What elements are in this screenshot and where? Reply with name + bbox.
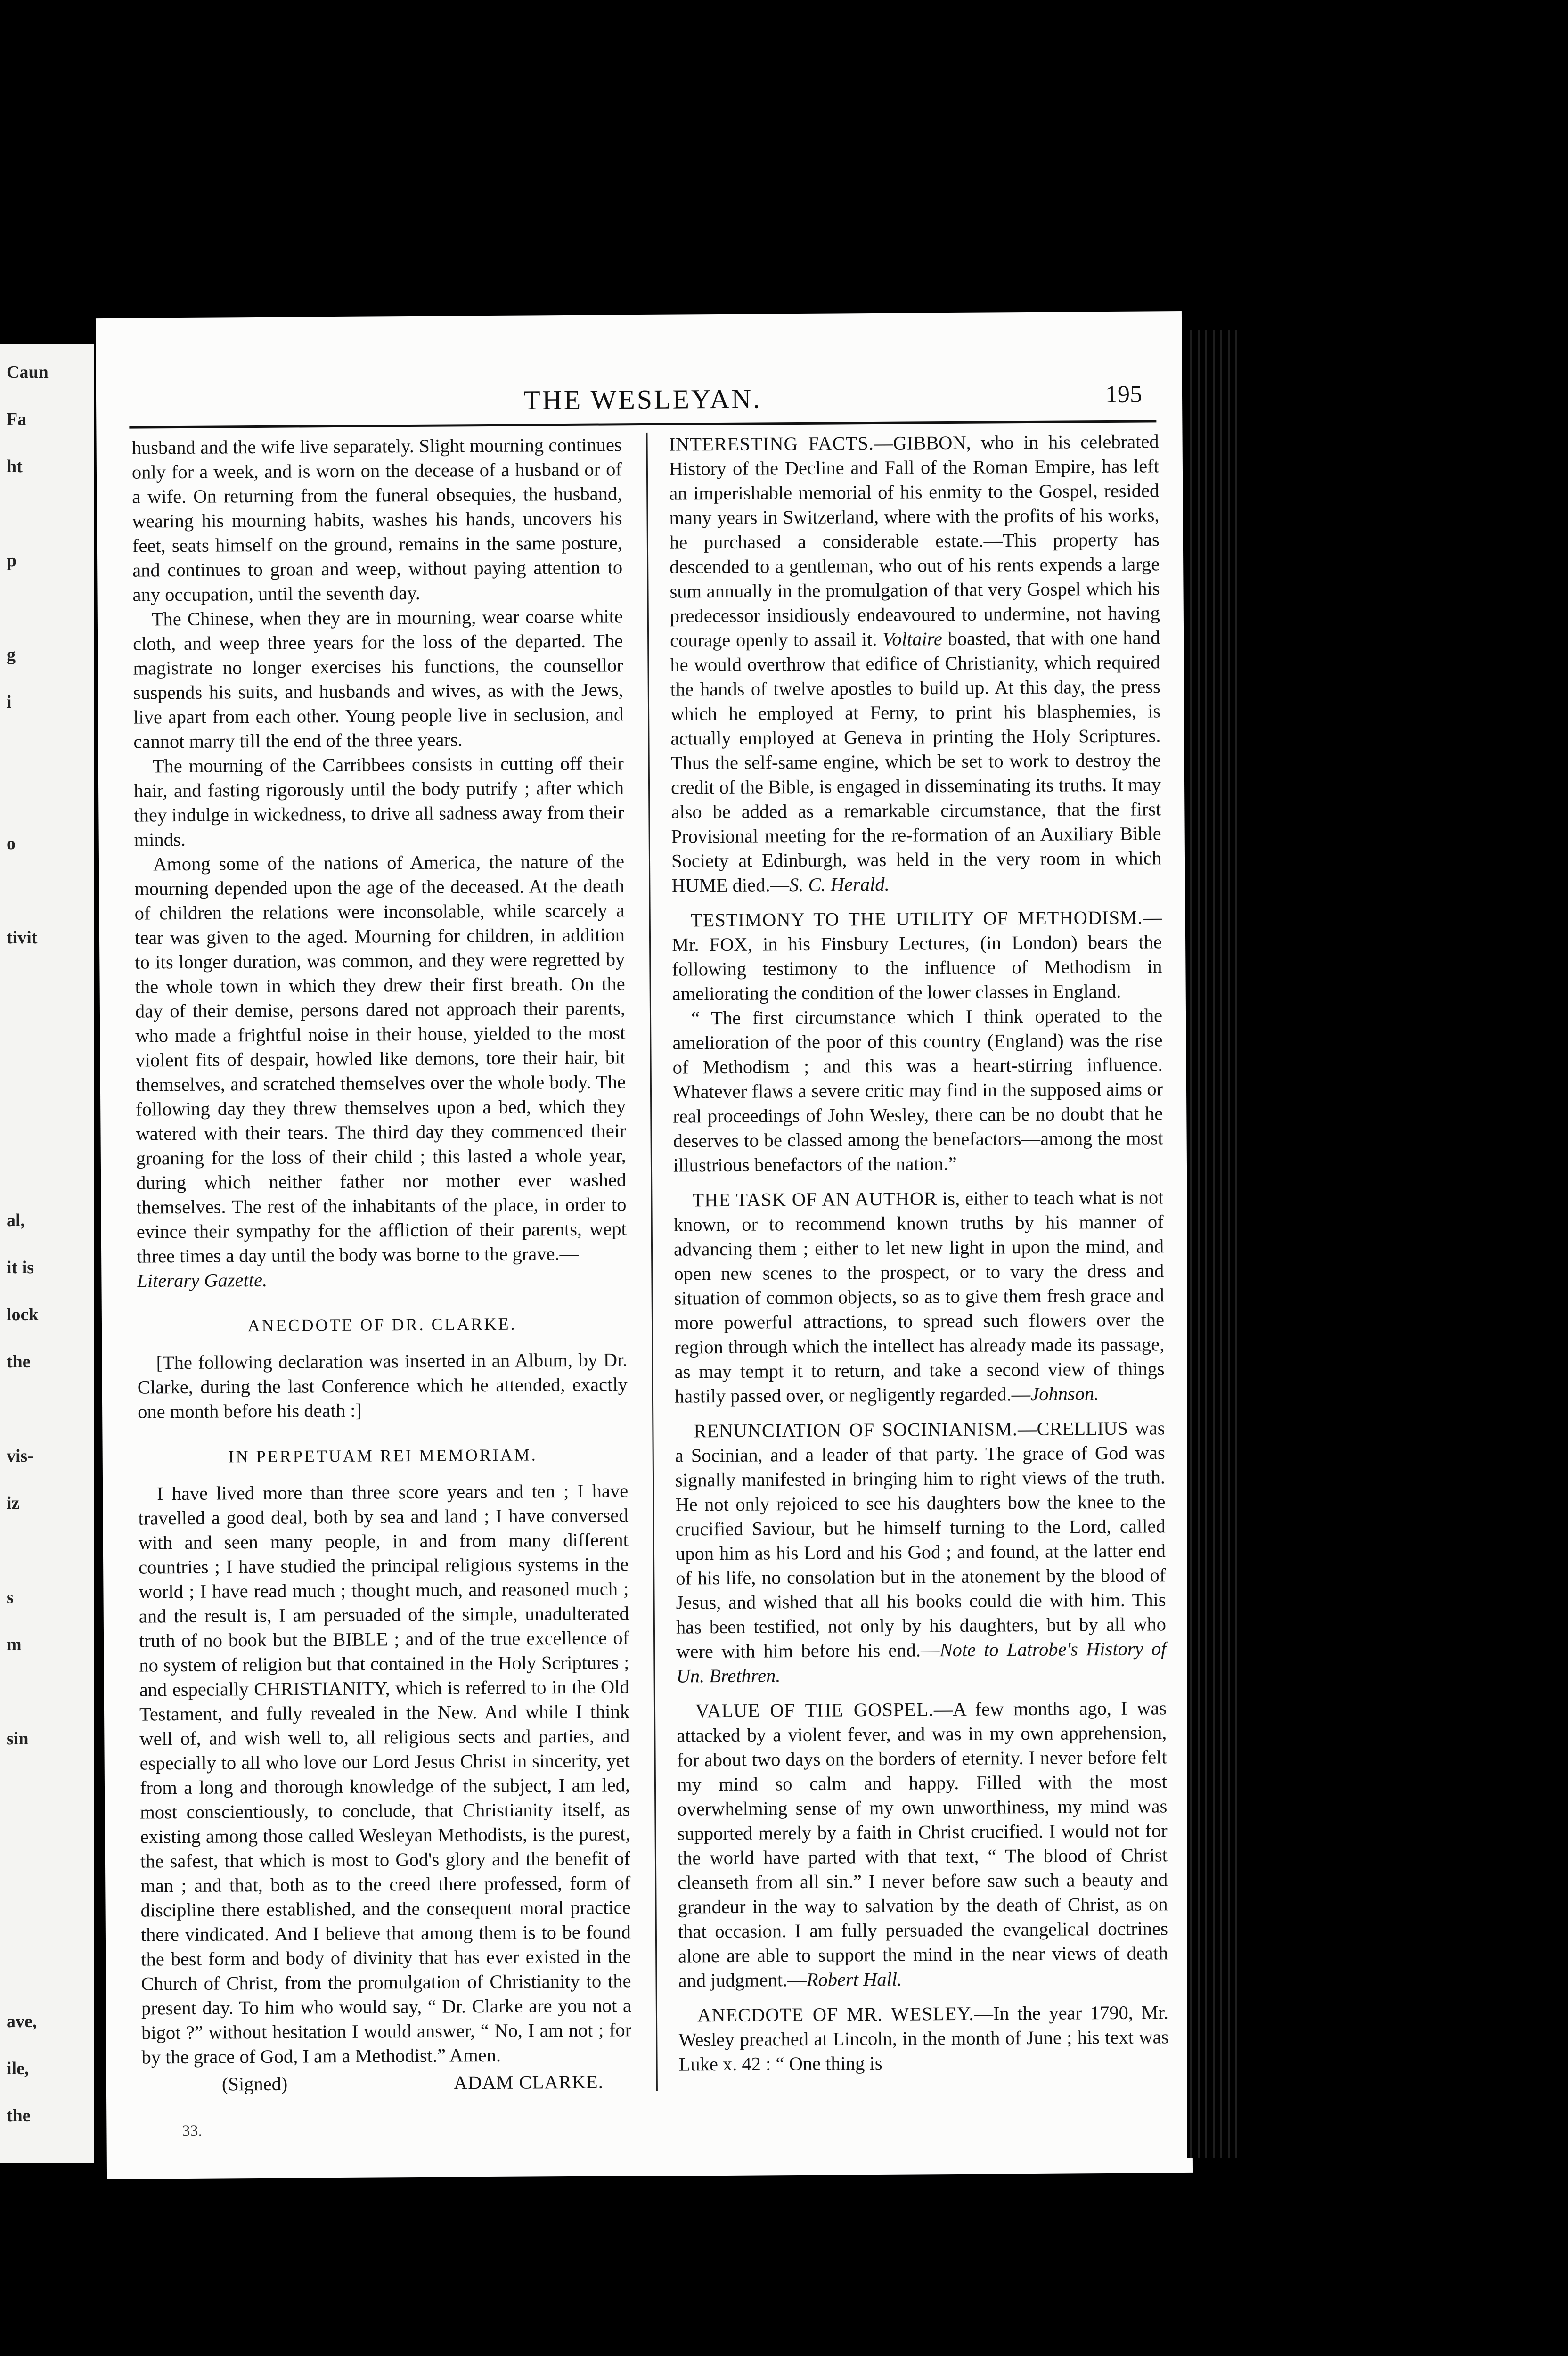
adjacent-page-fragment: ave, <box>7 2012 37 2031</box>
signature-mark: 33. <box>182 2122 203 2140</box>
page-edge-shadow <box>1187 330 1239 2158</box>
item-heading: ANECDOTE OF MR. WESLEY. <box>697 2003 974 2026</box>
item-source: Robert Hall. <box>806 1968 902 1990</box>
item-text: is, either to teach what is not known, or to recommend known truths by his manner of advancing them ; either to let new light in upon the mind, and open new scenes to the prospect, or to vary the dress and situation of common objects, so as to give them fresh grace and more powerful attractions, to spread such flowers over the region through which the intellect has already made its passage, as may tempt it to return, and take a second view of things hastily passed over, or negligently regarded.— <box>673 1186 1165 1407</box>
item-text: —A few months ago, I was attacked by a violent fever, and was in my own apprehension, for about two days on the borders of eternity. I never before felt my mind so calm and happy. Filled with the most overwhelming sense of my own unworthiness, my mind was supported merely by a faith in Christ crucified. I would not for the world have parted with that text, “ The blood of Christ cleanseth from all sin.” I never before saw such a beauty and grandeur in the way to salvation by the death of Christ, as on that occasion. I am fully persuaded the evangelical doctrines alone are able to support the mind in the near views of death and judgment.— <box>677 1697 1168 1991</box>
interesting-facts <box>669 429 1161 898</box>
item-source: S. C. Herald. <box>789 873 890 896</box>
page-header <box>129 377 1157 428</box>
adjacent-page-fragment: the <box>7 1352 31 1372</box>
testimony-methodism <box>672 905 1162 1006</box>
adjacent-page-fragment: Caun <box>7 362 49 382</box>
column-divider <box>646 433 658 2091</box>
task-of-author <box>673 1185 1165 1408</box>
adjacent-page-fragment: al, <box>7 1211 25 1230</box>
running-title: THE WESLEYAN. <box>523 383 762 416</box>
adjacent-page-fragment: Fa <box>7 409 27 429</box>
signature-line <box>142 2070 632 2097</box>
item-heading: THE TASK OF AN AUTHOR <box>692 1188 938 1211</box>
source-literary-gazette: Literary Gazette. <box>137 1269 268 1292</box>
left-column <box>131 433 632 2097</box>
adjacent-page-strip <box>0 344 94 2163</box>
adjacent-page-fragment: sin <box>7 1729 29 1749</box>
adjacent-page-fragment: ile, <box>7 2059 29 2078</box>
adjacent-page-fragment: s <box>7 1587 14 1607</box>
adjacent-page-fragment: m <box>7 1635 22 1654</box>
mourning-paragraph: The mourning of the Carribbees consists in cutting off their hair, and fasting rigorously until the body putrify ; after which they indulge in wickedness, to drive all sadness away from their minds. <box>133 753 624 851</box>
source-line <box>137 1266 627 1293</box>
adjacent-page-fragment: lock <box>7 1305 39 1325</box>
adjacent-page-fragment: g <box>7 645 16 665</box>
mourning-paragraph: Among some of the nations of America, the nature of the mourning depended upon the age of the deceased. At the death of children the relations were inconsolable, while scarcely a tear was given to the aged. Mourning for children, in addition to its longer duration, was common, and they were regretted by the whole town in which they drew their first breath. On the day of their demise, persons dared not approach their parents, who made a frightful noise in their house, yielded to the most violent fits of despair, howled like demons, tore their hair, bit themselves, and scratched themselves over the whole body. The following day they threw themselves upon a bed, which they watered with their tears. The third day they commenced their groaning for the loss of their child ; this lasted a whole year, during which neither father nor mother ever washed themselves. The rest of the inhabitants of the place, in order to evince their sympathy for the affliction of their parents, wept three times a day until the body was borne to the grave.— <box>134 851 627 1267</box>
mourning-paragraph: husband and the wife live separately. Slight mourning continues only for a week, and is worn on the decease of a husband or of a wife. On returning from the funeral obsequies, the husband, wearing his mourning habits, washes his hands, uncovers his feet, seats himself on the ground, remains in the same posture, and continues to groan and weep, without paying attention to any occupation, until the seventh day. <box>131 434 623 605</box>
item-text: —In the year 1790, Mr. Wesley preached at Lincoln, in the month of June ; his text was Luke x. 42 : “ One thing is <box>678 2002 1169 2075</box>
mourning-article <box>131 433 627 1268</box>
clarke-declaration: I have lived more than three score years and ten ; I have travelled a good deal, both by sea and land ; I have conversed with and seen many people, in and from many different countries ; I have studied the principal religious systems in the world ; I have read much ; thought much, and reasoned much ; and the result is, I am persuaded of the simple, unadulterated truth of no book but the BIBLE ; and of the true excellence of no system of religion but that contained in the Holy Scriptures ; and especially CHRISTIANITY, which is referred to in the Old Testament, and fully revealed in the New. And while I think well of, and wish well to, all religious sects and parties, and especially to all who love our Lord Jesus Christ in sincerity, yet from a long and thorough knowledge of the subject, I am led, most conscientiously, to conclude, that Christianity itself, as existing among those called Wesleyan Methodists, is the purest, the safest, that which is most to God's glory and the benefit of man ; and that, both as to the creed there professed, form of discipline there established, and the consequent moral practice there vindicated. And I believe that among them is to be found the best form and body of divinity that has ever existed in the Church of Christ, from the promulgation of Christianity to the present day. To him who would say, “ Dr. Clarke are you not a bigot ?” without hesitation I would answer, “ No, I am not ; for by the grace of God, I am a Methodist.” Amen. <box>138 1480 632 2068</box>
anecdote-intro: [The following declaration was inserted in an Album, by Dr. Clarke, during the last Conference which he attended, exactly one month before his death :] <box>137 1349 628 1423</box>
anecdote-wesley <box>678 2000 1169 2077</box>
item-text-continued: boasted, that with one hand he would overthrow that edifice of Christianity, which required the hands of twelve apostles to build up. At this day, the press which he employed at Ferny, to print his blasphemies, is actually employed at Geneva in printing the Holy Scriptures. Thus the self-same engine, which be set to work to destroy the credit of the Bible, is engaged in disseminating its truths. It may also be added as a remarkable circumstance, that the first Provisional meeting for the re-formation of an Auxiliary Bible Society at Edinburgh, was held in the very room in which HUME died.— <box>670 627 1162 896</box>
renunciation-socinianism <box>675 1416 1166 1688</box>
fox-quote: “ The first circumstance which I think operated to the amelioration of the poor of this country (England) was the rise of Methodism ; and this was a heart-stirring influence. Whatever flaws a severe critic may find in the supposed aims or real proceedings of John Wesley, there can be no doubt that he deserves to be classed among the benefactors—among the most illustrious benefactors of the nation.” <box>672 1005 1163 1176</box>
item-heading: VALUE OF THE GOSPEL. <box>695 1699 934 1722</box>
value-of-gospel <box>677 1696 1168 1993</box>
item-source: Note to Latrobe's History of Un. Brethren. <box>676 1638 1167 1687</box>
item-source: Johnson. <box>1030 1383 1099 1405</box>
signed-label: (Signed) <box>221 2073 288 2095</box>
adjacent-page-fragment: vis- <box>7 1446 33 1466</box>
adjacent-page-fragment: it is <box>7 1258 34 1277</box>
adjacent-page-fragment: o <box>7 834 16 853</box>
right-column <box>669 429 1168 2077</box>
memoriam-heading: IN PERPETUAM REI MEMORIAM. <box>228 1445 538 1466</box>
adjacent-page-fragment: iz <box>7 1493 20 1513</box>
mourning-paragraph: The Chinese, when they are in mourning, wear coarse white cloth, and weep three years for the loss of the departed. The magistrate no longer exercises his functions, the counsellor suspends his suits, and husbands and wives, as with the Jews, live apart from each other. Young people live in seclusion, and cannot marry till the end of the three years. <box>133 605 624 753</box>
item-text: —Mr. FOX, in his Finsbury Lectures, (in London) bears the following testimony to the influence of Methodism in ameliorating the condition of the lower classes in England. <box>671 907 1162 1005</box>
item-heading: RENUNCIATION OF SOCINIANISM. <box>694 1418 1018 1442</box>
adjacent-page-fragment: i <box>7 692 12 712</box>
anecdote-heading: ANECDOTE OF DR. CLARKE. <box>247 1314 517 1335</box>
page-number: 195 <box>1105 381 1143 408</box>
item-text: —GIBBON, who in his celebrated History of the Decline and Fall of the Roman Empire, has left an imperishable memorial of his enmity to the Gospel, resided many years in Switzerland, where with the profits of his works, he purchased a considerable estate.—This property has descended to a gentleman, who out of his rents expends a large sum annually in the promulgation of that very Gospel which his predecessor insidiously endeavoured to undermine, not having courage openly to assail it. <box>669 431 1160 651</box>
adjacent-page-fragment: p <box>7 551 17 571</box>
italic-name: Voltaire <box>882 628 943 650</box>
item-heading: TESTIMONY TO THE UTILITY OF METHODISM. <box>690 907 1143 931</box>
book-page <box>96 311 1193 2179</box>
item-text: —CRELLIUS was a Socinian, and a leader of that party. The grace of God was signally manifested in bringing him to right views of the truth. He not only rejoiced to see his daughters bow the knee to the crucified Saviour, but he himself turning to the Lord, called upon him as his Lord and his God ; and found, at the latter end of his life, no consolation but in the atonement by the blood of Jesus, and wished that all his books could die with him. This has been testified, not only by his daughters, but by all who were with him before his end.— <box>675 1417 1167 1662</box>
signed-name: ADAM CLARKE. <box>453 2071 604 2094</box>
adjacent-page-fragment: the <box>7 2106 31 2126</box>
adjacent-page-fragment: tivit <box>7 928 38 948</box>
item-heading: INTERESTING FACTS. <box>669 432 874 455</box>
adjacent-page-fragment: ht <box>7 457 23 476</box>
